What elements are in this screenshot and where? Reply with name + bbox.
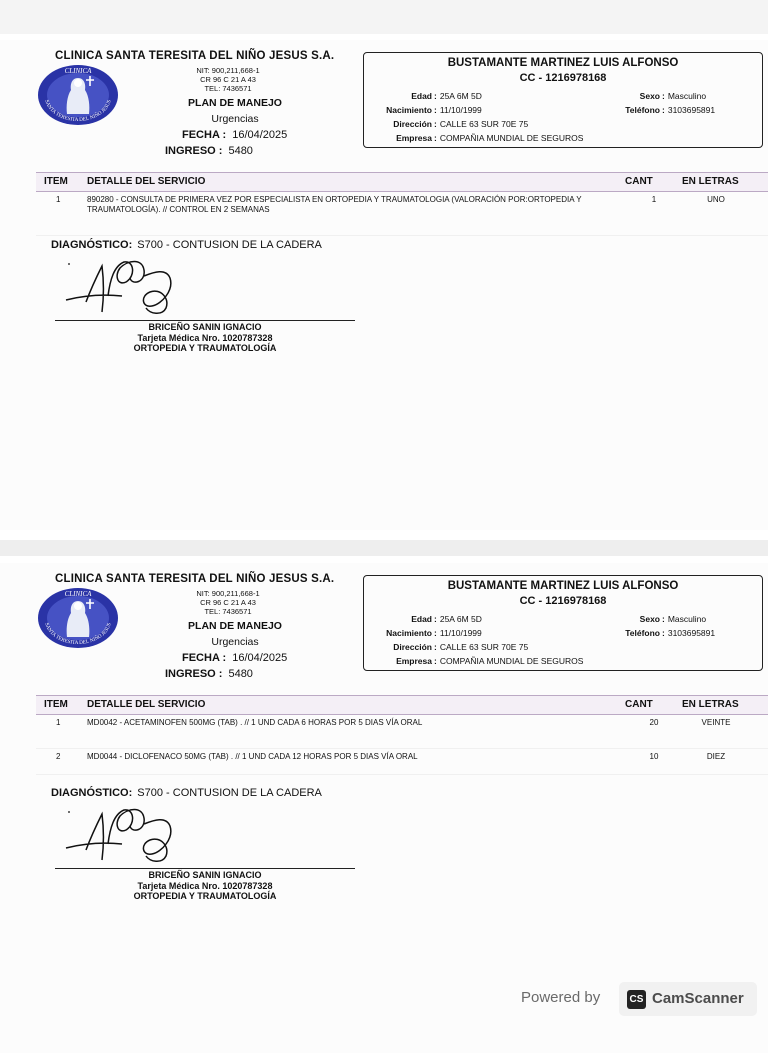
ingreso-field bbox=[165, 668, 253, 680]
camscanner-name: CamScanner bbox=[652, 990, 744, 1007]
camscanner-badge bbox=[619, 982, 757, 1016]
edad-field: Edad : 25A 6M 5D bbox=[368, 91, 482, 101]
table-row bbox=[36, 195, 768, 236]
doctor-specialty: ORTOPEDIA Y TRAUMATOLOGÍA bbox=[133, 343, 277, 353]
sexo-field: Sexo : Masculino bbox=[600, 91, 706, 101]
sexo-value: Masculino bbox=[667, 614, 707, 624]
row-detalle: MD0042 - ACETAMINOFEN 500MG (TAB) . // 1 UND CADA 6 HORAS POR 5 DIAS VÍA ORAL bbox=[87, 718, 423, 727]
patient-id: CC - 1216978168 bbox=[519, 595, 607, 607]
row-letras: VEINTE bbox=[701, 718, 731, 727]
doctor-signature bbox=[62, 256, 192, 316]
telefono-field: Teléfono : 3103695891 bbox=[600, 105, 715, 115]
ingreso-label: INGRESO : bbox=[165, 145, 223, 157]
doctor-specialty: ORTOPEDIA Y TRAUMATOLOGÍA bbox=[133, 891, 277, 901]
clinic-name: CLINICA SANTA TERESITA DEL NIÑO JESUS S.A. bbox=[55, 50, 335, 62]
col-cant: CANT bbox=[625, 699, 653, 710]
scan-page-gap bbox=[0, 540, 768, 556]
fecha-label: FECHA : bbox=[182, 129, 227, 141]
direccion-label: Dirección bbox=[393, 119, 432, 129]
logo-text-top: CLINICA bbox=[64, 67, 92, 75]
signature-line bbox=[55, 320, 355, 321]
table-row bbox=[36, 718, 768, 749]
sexo-label: Sexo bbox=[639, 614, 660, 624]
clinic-contact bbox=[188, 589, 268, 616]
row-item: 2 bbox=[56, 752, 61, 761]
scan-top-band bbox=[0, 0, 768, 34]
col-detalle: DETALLE DEL SERVICIO bbox=[87, 176, 206, 187]
document-sheet bbox=[0, 563, 768, 1053]
diagnostico-label: DIAGNÓSTICO: bbox=[51, 239, 133, 251]
direccion-label: Dirección bbox=[393, 642, 432, 652]
doctor-signature bbox=[62, 804, 192, 864]
clinic-logo bbox=[37, 64, 119, 126]
diagnostico-value: S700 - CONTUSION DE LA CADERA bbox=[137, 787, 322, 799]
service-table-header bbox=[36, 172, 768, 192]
service-area: Urgencias bbox=[211, 636, 259, 648]
clinic-tel: TEL: 7436571 bbox=[204, 607, 252, 616]
service-area: Urgencias bbox=[211, 113, 259, 125]
empresa-field: Empresa : COMPAÑIA MUNDIAL DE SEGUROS bbox=[368, 656, 583, 666]
service-table-header bbox=[36, 695, 768, 715]
ingreso-field bbox=[165, 145, 253, 157]
edad-label: Edad bbox=[411, 91, 432, 101]
clinic-tel: TEL: 7436571 bbox=[204, 84, 252, 93]
col-item: ITEM bbox=[44, 176, 68, 187]
telefono-label: Teléfono bbox=[625, 628, 660, 638]
doctor-license: Tarjeta Médica Nro. 1020787328 bbox=[137, 880, 273, 891]
doctor-block bbox=[100, 870, 310, 902]
direccion-field: Dirección : CALLE 63 SUR 70E 75 bbox=[368, 119, 528, 129]
sexo-value: Masculino bbox=[667, 91, 707, 101]
col-item: ITEM bbox=[44, 699, 68, 710]
sexo-field: Sexo : Masculino bbox=[600, 614, 706, 624]
row-cant: 10 bbox=[649, 752, 659, 761]
diagnostico bbox=[51, 239, 322, 251]
table-row bbox=[36, 752, 768, 775]
edad-label: Edad bbox=[411, 614, 432, 624]
empresa-value: COMPAÑIA MUNDIAL DE SEGUROS bbox=[439, 133, 584, 143]
clinic-logo bbox=[37, 587, 119, 649]
doctor-name: BRICEÑO SANIN IGNACIO bbox=[148, 870, 262, 880]
row-item: 1 bbox=[56, 195, 61, 204]
clinic-name: CLINICA SANTA TERESITA DEL NIÑO JESUS S.A. bbox=[55, 573, 335, 585]
fecha-label: FECHA : bbox=[182, 652, 227, 664]
logo-text-top: CLINICA bbox=[64, 590, 92, 598]
document-title: PLAN DE MANEJO bbox=[188, 620, 282, 632]
nacimiento-field: Nacimiento : 11/10/1999 bbox=[368, 105, 482, 115]
clinic-nit: NIT: 900,211,668-1 bbox=[196, 66, 260, 75]
row-letras: DIEZ bbox=[706, 752, 726, 761]
logo-ring-text: SANTA TERESITA DEL NIÑO JESUS bbox=[43, 622, 113, 647]
camscanner-icon: CS bbox=[627, 990, 646, 1009]
document-sheet bbox=[0, 40, 768, 530]
clinic-address: CR 96 C 21 A 43 bbox=[200, 75, 256, 84]
clinic-address: CR 96 C 21 A 43 bbox=[200, 598, 256, 607]
empresa-label: Empresa bbox=[396, 656, 432, 666]
direccion-value: CALLE 63 SUR 70E 75 bbox=[439, 119, 529, 129]
fecha-field bbox=[182, 652, 287, 664]
row-item: 1 bbox=[56, 718, 61, 727]
nacimiento-label: Nacimiento bbox=[386, 628, 432, 638]
fecha-value: 16/04/2025 bbox=[232, 652, 288, 664]
doctor-name: BRICEÑO SANIN IGNACIO bbox=[148, 322, 262, 332]
patient-name: BUSTAMANTE MARTINEZ LUIS ALFONSO bbox=[447, 580, 679, 592]
telefono-value: 3103695891 bbox=[667, 628, 716, 638]
doctor-block bbox=[100, 322, 310, 354]
edad-value: 25A 6M 5D bbox=[439, 91, 482, 101]
patient-id: CC - 1216978168 bbox=[519, 72, 607, 84]
patient-info-box bbox=[363, 575, 763, 671]
fecha-field bbox=[182, 129, 287, 141]
clinic-contact bbox=[188, 66, 268, 93]
patient-info-box bbox=[363, 52, 763, 148]
row-detalle: 890280 - CONSULTA DE PRIMERA VEZ POR ESPECIALISTA EN ORTOPEDIA Y TRAUMATOLOGIA (VALORACIÓN POR:ORTOPEDIA Y TRAUMATOLOGÍA). // CONTROL EN 2 SEMANAS bbox=[87, 195, 582, 214]
edad-field: Edad : 25A 6M 5D bbox=[368, 614, 482, 624]
sexo-label: Sexo bbox=[639, 91, 660, 101]
document-title: PLAN DE MANEJO bbox=[188, 97, 282, 109]
edad-value: 25A 6M 5D bbox=[439, 614, 482, 624]
ingreso-label: INGRESO : bbox=[165, 668, 223, 680]
empresa-field: Empresa : COMPAÑIA MUNDIAL DE SEGUROS bbox=[368, 133, 583, 143]
nacimiento-value: 11/10/1999 bbox=[439, 105, 482, 115]
direccion-field: Dirección : CALLE 63 SUR 70E 75 bbox=[368, 642, 528, 652]
logo-ring-text: SANTA TERESITA DEL NIÑO JESUS bbox=[43, 99, 113, 124]
nacimiento-value: 11/10/1999 bbox=[439, 628, 482, 638]
row-cant: 20 bbox=[649, 718, 659, 727]
ingreso-value: 5480 bbox=[228, 668, 253, 680]
empresa-value: COMPAÑIA MUNDIAL DE SEGUROS bbox=[439, 656, 584, 666]
row-cant: 1 bbox=[651, 195, 657, 204]
ingreso-value: 5480 bbox=[228, 145, 253, 157]
doctor-license: Tarjeta Médica Nro. 1020787328 bbox=[137, 332, 273, 343]
clinic-nit: NIT: 900,211,668-1 bbox=[196, 589, 260, 598]
row-detalle: MD0044 - DICLOFENACO 50MG (TAB) . // 1 UND CADA 12 HORAS POR 5 DIAS VÍA ORAL bbox=[87, 752, 418, 761]
col-detalle: DETALLE DEL SERVICIO bbox=[87, 699, 206, 710]
patient-name: BUSTAMANTE MARTINEZ LUIS ALFONSO bbox=[447, 57, 679, 69]
col-cant: CANT bbox=[625, 176, 653, 187]
col-letras: EN LETRAS bbox=[682, 176, 739, 187]
nacimiento-field: Nacimiento : 11/10/1999 bbox=[368, 628, 482, 638]
telefono-value: 3103695891 bbox=[667, 105, 716, 115]
telefono-label: Teléfono bbox=[625, 105, 660, 115]
fecha-value: 16/04/2025 bbox=[232, 129, 288, 141]
direccion-value: CALLE 63 SUR 70E 75 bbox=[439, 642, 529, 652]
powered-by-text: Powered by bbox=[521, 989, 601, 1006]
signature-line bbox=[55, 868, 355, 869]
col-letras: EN LETRAS bbox=[682, 699, 739, 710]
diagnostico-value: S700 - CONTUSION DE LA CADERA bbox=[137, 239, 322, 251]
row-letras: UNO bbox=[707, 195, 725, 204]
diagnostico-label: DIAGNÓSTICO: bbox=[51, 787, 133, 799]
telefono-field: Teléfono : 3103695891 bbox=[600, 628, 715, 638]
diagnostico bbox=[51, 787, 322, 799]
nacimiento-label: Nacimiento bbox=[386, 105, 432, 115]
empresa-label: Empresa bbox=[396, 133, 432, 143]
